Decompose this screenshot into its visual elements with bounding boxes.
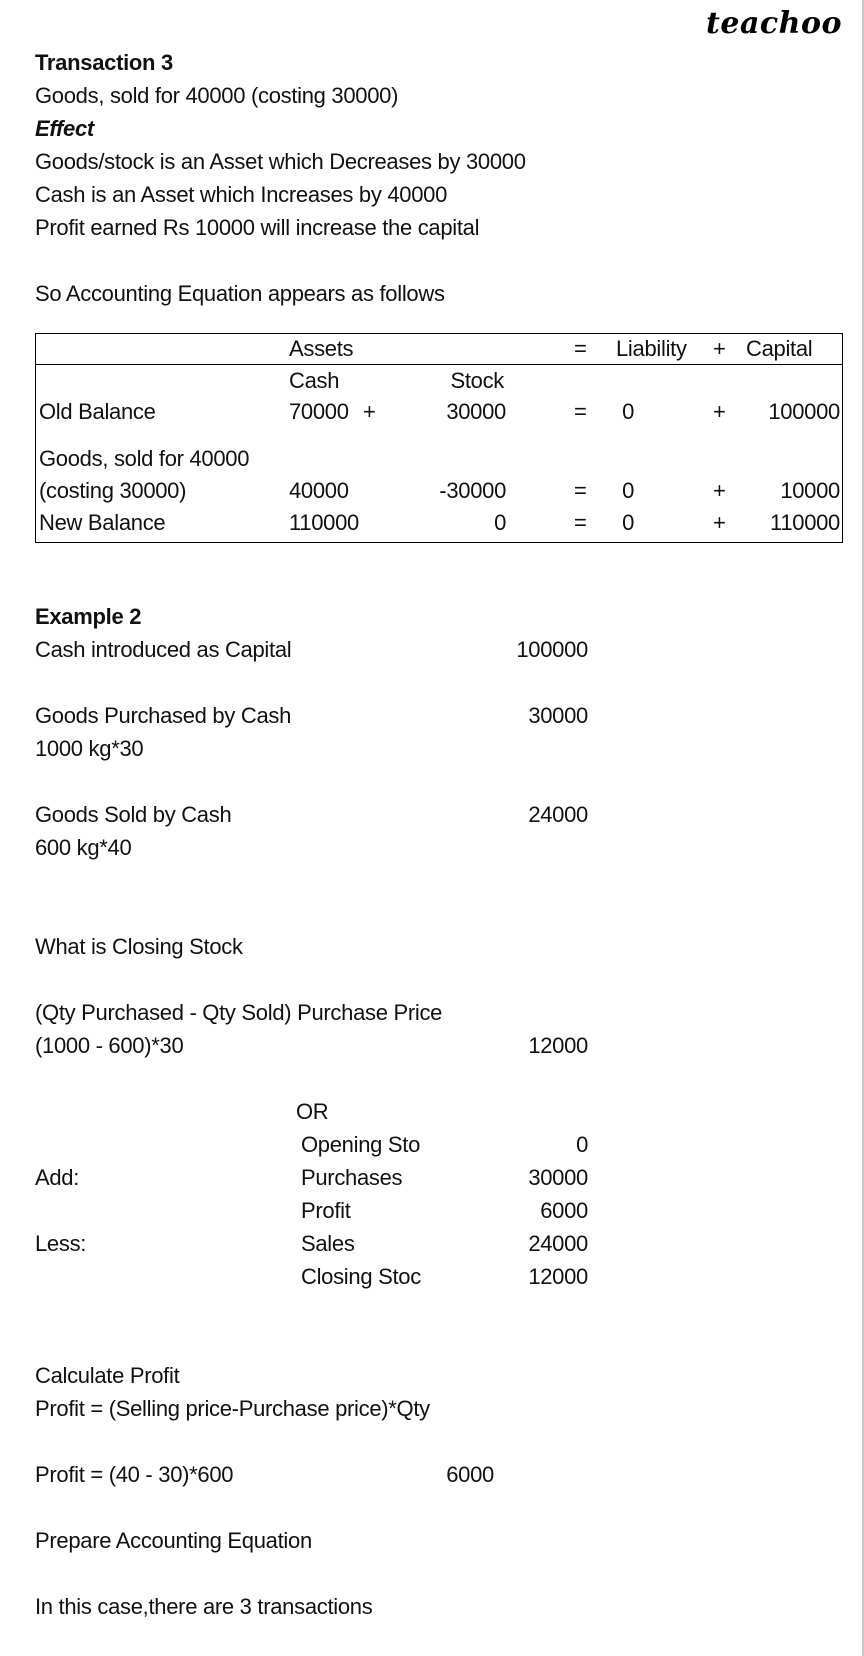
row-liability: 0	[622, 510, 634, 535]
accounting-equation-table	[35, 333, 843, 543]
row-label: New Balance	[39, 510, 166, 535]
row-plus: +	[713, 510, 726, 535]
item-value: 24000	[528, 802, 588, 827]
transactions-note: In this case,there are 3 transactions	[35, 1594, 373, 1619]
transaction-description: Goods, sold for 40000 (costing 30000)	[35, 83, 399, 108]
header-capital: Capital	[746, 336, 813, 361]
item-sub: 600 kg*40	[35, 835, 132, 860]
alt-label: Opening Sto	[301, 1132, 421, 1157]
closing-stock-calc: (1000 - 600)*30	[35, 1033, 184, 1058]
alt-label: Closing Stoc	[301, 1264, 421, 1289]
alt-value: 24000	[528, 1231, 588, 1256]
row-capital: 110000	[770, 510, 840, 535]
closing-stock-question: What is Closing Stock	[35, 934, 243, 959]
header-liability: Liability	[616, 336, 687, 361]
row-stock: 30000	[446, 399, 506, 424]
profit-formula: Profit = (Selling price-Purchase price)*Qty	[35, 1396, 430, 1421]
effect-line: Goods/stock is an Asset which Decreases by 30000	[35, 149, 526, 174]
item-value: 30000	[528, 703, 588, 728]
alt-label: Profit	[301, 1198, 351, 1223]
closing-stock-value: 12000	[528, 1033, 588, 1058]
prepare-equation: Prepare Accounting Equation	[35, 1528, 312, 1553]
row-stock: 0	[494, 510, 506, 535]
row-equals: =	[574, 510, 587, 535]
alt-label: Sales	[301, 1231, 355, 1256]
row-label-line1: Goods, sold for 40000	[39, 446, 250, 471]
item-sub: 1000 kg*30	[35, 736, 144, 761]
row-cash: 110000	[289, 510, 359, 535]
alt-prefix: Add:	[35, 1165, 80, 1190]
item-value: 100000	[516, 637, 588, 662]
teachoo-logo: teachoo	[706, 6, 842, 41]
row-cash: 70000	[289, 399, 349, 424]
row-plus: +	[713, 399, 726, 424]
transaction-title: Transaction 3	[35, 50, 173, 75]
alt-value: 0	[576, 1132, 588, 1157]
row-liability: 0	[622, 399, 634, 424]
row-cash: 40000	[289, 478, 349, 503]
header-divider	[36, 364, 842, 365]
item-label: Cash introduced as Capital	[35, 637, 292, 662]
alt-value: 30000	[528, 1165, 588, 1190]
row-label: Old Balance	[39, 399, 156, 424]
header-plus: +	[713, 336, 726, 361]
effect-line: Profit earned Rs 10000 will increase the capital	[35, 215, 480, 240]
row-equals: =	[574, 478, 587, 503]
row-capital: 100000	[768, 399, 840, 424]
header-assets: Assets	[289, 336, 354, 361]
subheader-cash: Cash	[289, 368, 340, 393]
effect-line: Cash is an Asset which Increases by 40000	[35, 182, 448, 207]
closing-stock-formula: (Qty Purchased - Qty Sold) Purchase Price	[35, 1000, 443, 1025]
alt-value: 6000	[540, 1198, 588, 1223]
effect-heading: Effect	[35, 116, 94, 141]
alt-label: Purchases	[301, 1165, 403, 1190]
item-label: Goods Purchased by Cash	[35, 703, 292, 728]
row-cash-plus: +	[363, 399, 376, 424]
row-capital: 10000	[780, 478, 840, 503]
subheader-stock: Stock	[450, 368, 504, 393]
row-plus: +	[713, 478, 726, 503]
row-stock: -30000	[439, 478, 506, 503]
alt-prefix: Less:	[35, 1231, 87, 1256]
equation-intro: So Accounting Equation appears as follows	[35, 281, 445, 306]
example-title: Example 2	[35, 604, 142, 629]
profit-title: Calculate Profit	[35, 1363, 180, 1388]
row-equals: =	[574, 399, 587, 424]
alt-value: 12000	[528, 1264, 588, 1289]
profit-calc: Profit = (40 - 30)*600	[35, 1462, 234, 1487]
item-label: Goods Sold by Cash	[35, 802, 232, 827]
header-equals: =	[574, 336, 587, 361]
row-liability: 0	[622, 478, 634, 503]
row-label: (costing 30000)	[39, 478, 187, 503]
or-label: OR	[296, 1099, 329, 1124]
profit-value: 6000	[446, 1462, 494, 1487]
